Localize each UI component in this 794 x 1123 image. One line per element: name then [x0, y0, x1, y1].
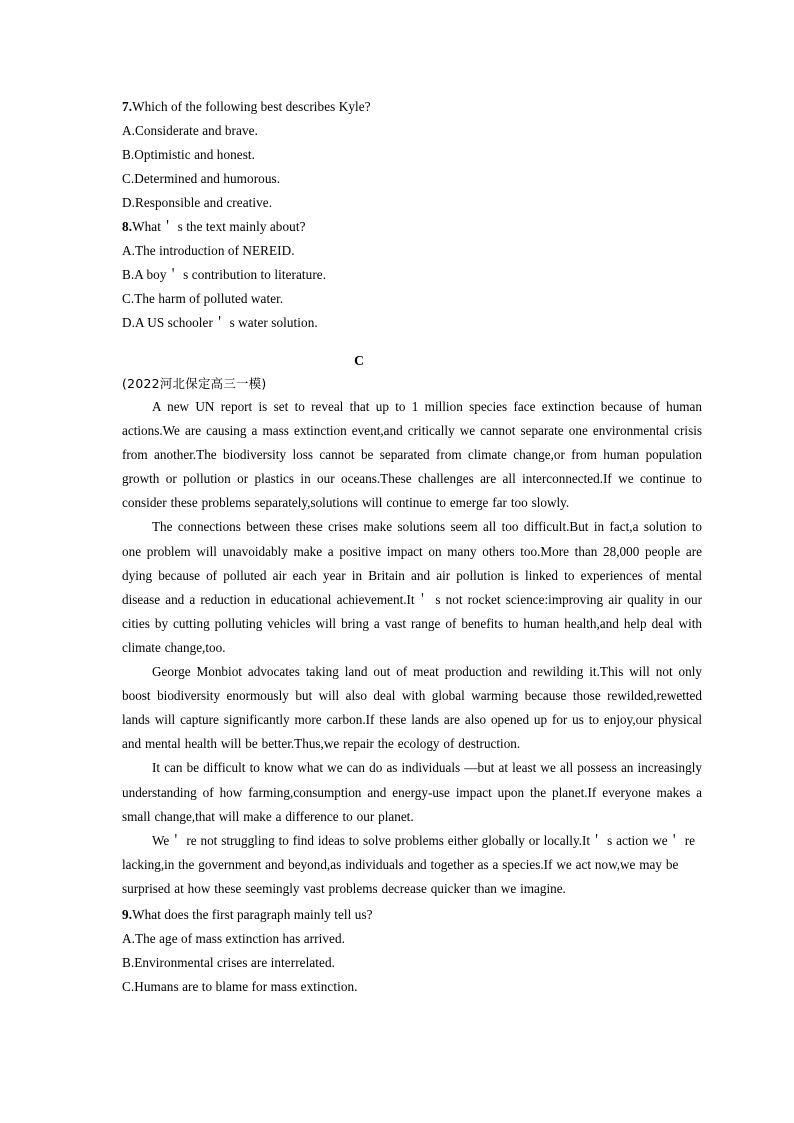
option-text: A.The introduction of NEREID. [122, 243, 295, 258]
option-text: C.Humans are to blame for mass extinction. [122, 978, 358, 994]
question-line [122, 215, 700, 239]
question-block-top [122, 95, 700, 335]
option-line [122, 143, 700, 167]
passage-paragraph: The connections between these crises make solutions seem all too difficult.But in fact,a solution to one problem will unavoidably make a positive impact on many others too.More than 28,000 people are dying because of polluted air each year in Britain and air pollution is linked to experiences of mental disease and a reduction in educational achievement.It＇ s not rocket science:improving air quality in our cities by cutting polluting vehicles will bring a vast range of benefits to human health,and help deal with climate change,too. [122, 519, 702, 655]
option-text: C.The harm of polluted water. [122, 291, 284, 306]
question-number-separator: . [128, 906, 133, 922]
passage-paragraph: George Monbiot advocates taking land out of meat production and rewilding it.This will not only boost biodiversity enormously but will also deal with global warming because those rewilded,rewetted lands will capture significantly more carbon.If these lands are also opened up for us to enjoy,our physical and mental health will be better.Thus,we repair the ecology of destruction. [122, 664, 702, 752]
question-text: Which of the following best describes Kyle? [132, 99, 371, 114]
question-number: 7 [122, 99, 129, 114]
question-number: 9 [122, 906, 129, 922]
option-line [122, 191, 700, 215]
option-line [122, 119, 700, 143]
question-text: What does the first paragraph mainly tell us? [132, 906, 373, 922]
option-line [122, 239, 700, 263]
question-number-separator: . [128, 219, 133, 234]
source-attribution: (2022河北保定高三一模) [122, 376, 267, 391]
option-line [122, 167, 700, 191]
option-text: D.A US schooler＇ s water solution. [122, 315, 318, 330]
option-text: B.Environmental crises are interrelated. [122, 954, 336, 970]
question-line [122, 903, 700, 927]
question-number-separator: . [128, 99, 133, 114]
option-text: C.Determined and humorous. [122, 171, 281, 186]
option-line [122, 951, 700, 975]
option-text: B.Optimistic and honest. [122, 147, 256, 162]
option-text: B.A boy＇ s contribution to literature. [122, 267, 327, 282]
passage-paragraph: It can be difficult to know what we can do as individuals —but at least we all possess an increasingly understanding of how farming,consumption and energy-use impact upon the planet.If everyone makes a small change,that will make a difference to our planet. [122, 760, 702, 824]
option-text: A.The age of mass extinction has arrived. [122, 930, 345, 946]
option-line [122, 927, 700, 951]
question-block-bottom [122, 903, 700, 999]
option-text: D.Responsible and creative. [122, 195, 273, 210]
passage-paragraph: A new UN report is set to reveal that up to 1 million species face extinction because of human actions.We are causing a mass extinction event,and critically we cannot separate one environmental crisis from another.The biodiversity loss cannot be separated from climate change,or from human population growth or pollution or plastics in our oceans.These challenges are all interconnected.If we continue to consider these problems separately,solutions will continue to emerge far too slowly. [122, 399, 702, 511]
option-line [122, 263, 700, 287]
option-line [122, 975, 700, 999]
section-heading: C [354, 353, 364, 368]
option-line [122, 287, 700, 311]
question-text: What＇ s the text mainly about? [132, 219, 306, 234]
passage-body [122, 395, 702, 901]
question-line [122, 95, 700, 119]
question-number: 8 [122, 219, 129, 234]
option-text: A.Considerate and brave. [122, 123, 258, 138]
passage-paragraph: We＇ re not struggling to find ideas to solve problems either globally or locally.It＇ s action we＇ re lacking,in the government and beyond,as individuals and together as a species.If we act now,we may be surprised at how these seemingly vast problems decrease quicker than we imagine. [122, 832, 695, 896]
option-line [122, 311, 700, 335]
